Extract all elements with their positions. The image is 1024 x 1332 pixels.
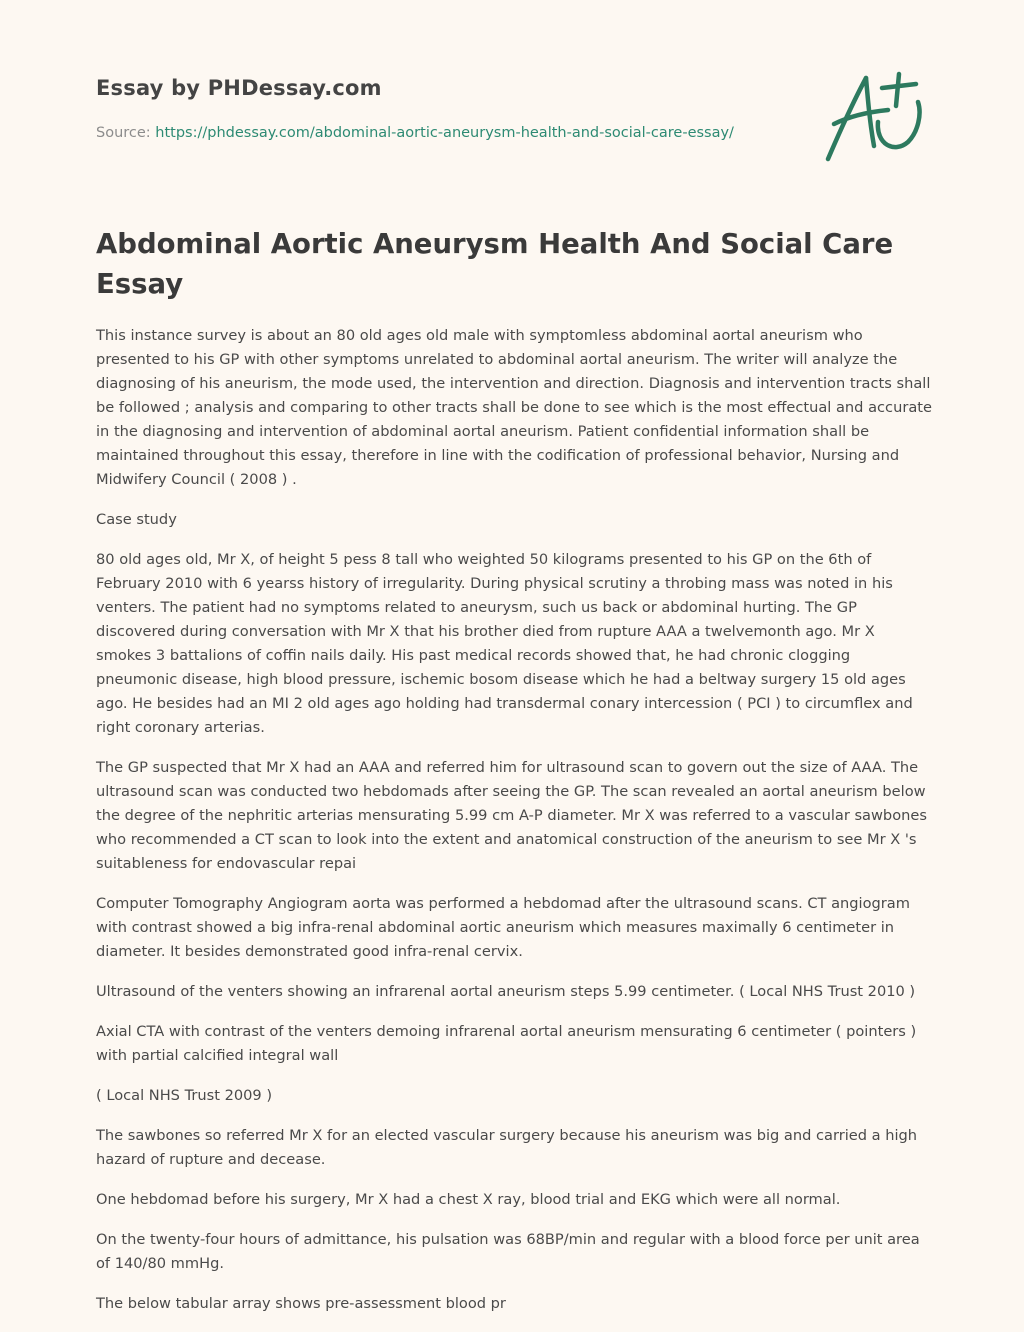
paragraph: One hebdomad before his surgery, Mr X had a chest X ray, blood trial and EKG which were all normal. (96, 1191, 841, 1208)
paragraph: Computer Tomography Angiogram aorta was performed a hebdomad after the ultrasound scans. CT angiogram with contrast showed a big infra-renal abdominal aortic aneurism which measures maximally 6 centimeter in diameter. It besides demonstrated good infra-renal cervix. (96, 895, 910, 960)
paragraph: On the twenty-four hours of admittance, his pulsation was 68BP/min and regular with a blood force per unit area of 140/80 mmHg. (96, 1231, 920, 1272)
source-label: Source: (96, 125, 156, 141)
paragraph: 80 old ages old, Mr X, of height 5 pess 8 tall who weighted 50 kilograms presented to his GP on the 6th of February 2010 with 6 yearss history of irregularity. During physical scrutiny a throbing mass was noted in his venters. The patient had no symptoms related to aneurysm, such us back or abdominal hurting. The GP discovered during conversation with Mr X that his brother died from rupture AAA a twelvemonth ago. Mr X smokes 3 battalions of coffin nails daily. His past medical records showed that, he had chronic clogging pneumonic disease, high blood pressure, ischemic bosom disease which he had a beltway surgery 15 old ages ago. He besides had an MI 2 old ages ago holding had transdermal conary intercession ( PCI ) to circumflex and right coronary arterias. (96, 551, 913, 736)
paragraph: Axial CTA with contrast of the venters demoing infrarenal aortal aneurism mensurating 6 centimeter ( pointers ) with partial calcified integral wall (96, 1023, 917, 1064)
source-link[interactable]: https://phdessay.com/abdominal-aortic-aneurysm-health-and-social-care-essay/ (155, 125, 734, 141)
essay-body (96, 324, 932, 1332)
paragraph: ( Local NHS Trust 2009 ) (96, 1087, 273, 1104)
paragraph: Ultrasound of the venters showing an infrarenal aortal aneurism steps 5.99 centimeter. ( Local NHS Trust 2010 ) (96, 983, 916, 1000)
source-line (96, 125, 734, 141)
paragraph: Case study (96, 511, 177, 528)
paragraph: The below tabular array shows pre-assessment blood pr (96, 1295, 506, 1312)
paragraph: This instance survey is about an 80 old ages old male with symptomless abdominal aortal aneurism who presented to his GP with other symptoms unrelated to abdominal aortal aneurism. The writer will analyze the diagnosing of his aneurism, the mode used, the intervention and direction. Diagnosis and intervention tracts shall be followed ; analysis and comparing to other tracts shall be done to see which is the most effectual and accurate in the diagnosing and intervention of abdominal aortal aneurism. Patient confidential information shall be maintained throughout this essay, therefore in line with the codification of professional behavior, Nursing and Midwifery Council ( 2008 ) . (96, 327, 932, 488)
a-plus-logo-icon (818, 66, 930, 166)
essay-title: Abdominal Aortic Aneurysm Health And Social Care Essay (96, 228, 894, 300)
paragraph: The GP suspected that Mr X had an AAA and referred him for ultrasound scan to govern out the size of AAA. The ultrasound scan was conducted two hebdomads after seeing the GP. The scan revealed an aortal aneurism below the degree of the nephritic arterias mensurating 5.99 cm A-P diameter. Mr X was referred to a vascular sawbones who recommended a CT scan to look into the extent and anatomical construction of the aneurism to see Mr X 's suitableness for endovascular repai (96, 759, 927, 872)
site-brand: Essay by PHDessay.com (96, 76, 382, 100)
paragraph: The sawbones so referred Mr X for an elected vascular surgery because his aneurism was big and carried a high hazard of rupture and decease. (96, 1127, 918, 1168)
